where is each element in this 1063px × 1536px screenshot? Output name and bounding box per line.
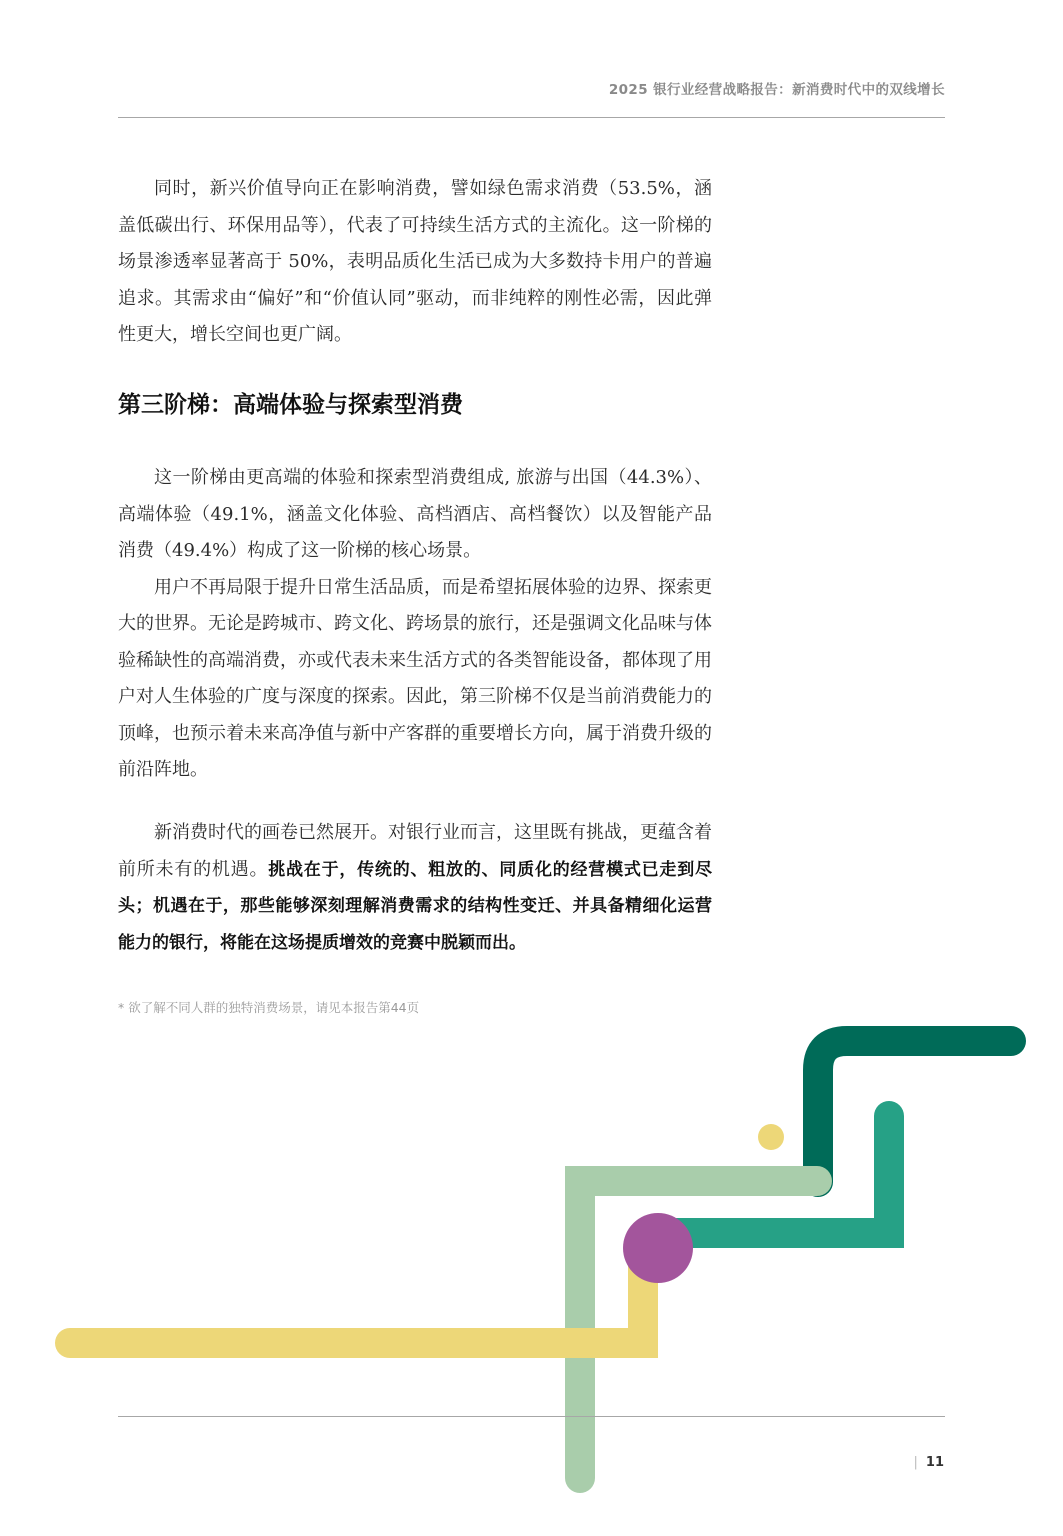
- section-heading: 第三阶梯：高端体验与探索型消费: [118, 392, 463, 418]
- paragraph: 这一阶梯由更高端的体验和探索型消费组成, 旅游与出国（44.3%）、高端体验（49.1%，涵盖文化体验、高档酒店、高档餐饮）以及智能产品消费（49.4%）构成了这一阶梯的核心场景。: [118, 467, 712, 561]
- paragraph: 同时，新兴价值导向正在影响消费，譬如绿色需求消费（53.5%，涵盖低碳出行、环保用品等），代表了可持续生活方式的主流化。这一阶梯的场景渗透率显著高于 50%，表明品质化生活已成为大多数持卡用户的普遍追求。其需求由“偏好”和“价值认同”驱动，而非纯粹的刚性必需，因此弹性更大，增长空间也更广阔。: [118, 178, 712, 345]
- running-header: 2025 银行业经营战略报告：新消费时代中的双线增长: [608, 82, 945, 98]
- conclusion-lead: 新消费时代的画卷已然展开。对银行业而言，这里既有挑战，更蕴含着前所未有的机遇。: [118, 822, 712, 880]
- purple-dot: [623, 1213, 693, 1283]
- paragraph: 用户不再局限于提升日常生活品质，而是希望拓展体验的边界、探索更大的世界。无论是跨城市、跨文化、跨场景的旅行，还是强调文化品味与体验稀缺性的高端消费，亦或代表未来生活方式的各类智能设备，都体现了用户对人生体验的广度与深度的探索。因此，第三阶梯不仅是当前消费能力的顶峰，也预示着未来高净值与新中产客群的重要增长方向，属于消费升级的前沿阵地。: [118, 576, 712, 780]
- footer-rule: [118, 1416, 945, 1417]
- page-number-separator: |: [913, 1455, 918, 1470]
- dark-green-ribbon: [818, 1041, 1011, 1182]
- page-number-value: 11: [925, 1455, 944, 1470]
- yellow-ribbon: [70, 1260, 643, 1343]
- footnote: * 欲了解不同人群的独特消费场景，请见本报告第44页: [118, 1000, 420, 1015]
- yellow-dot: [758, 1124, 784, 1150]
- page-number: [914, 1455, 944, 1470]
- conclusion-emphasis: 挑战在于，传统的、粗放的、同质化的经营模式已走到尽头；机遇在于，那些能够深刻理解消费需求的结构性变迁、并具备精细化运营能力的银行，将能在这场提质增效的竞赛中脱颖而出。: [118, 859, 712, 953]
